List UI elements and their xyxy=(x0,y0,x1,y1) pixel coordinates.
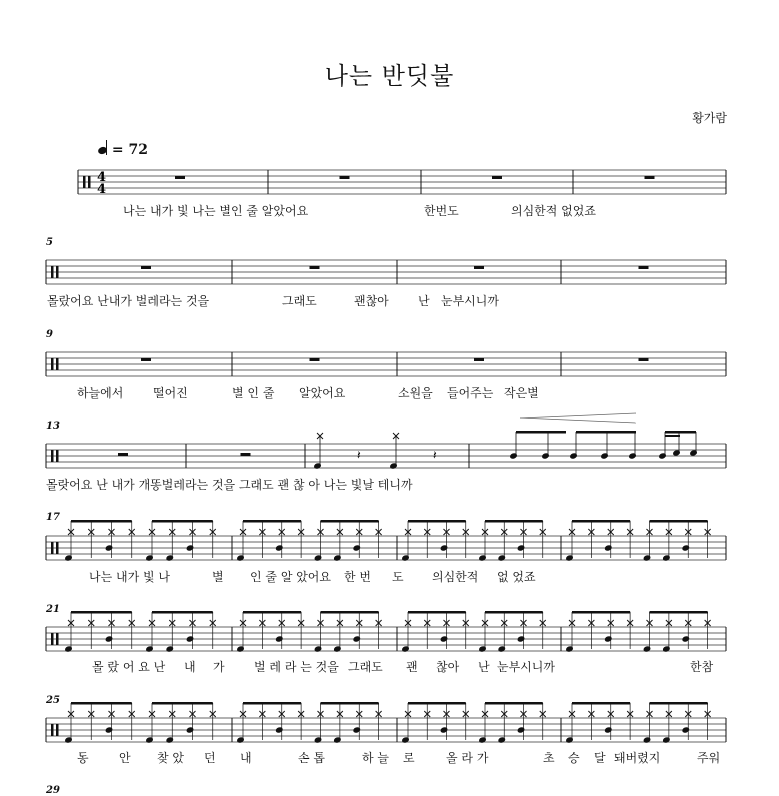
lyric-line: 몰랐어요 난내가 벌레라는 것을 xyxy=(47,294,210,308)
lyric-line: 알았어요 xyxy=(299,386,346,400)
whole-rest xyxy=(310,358,320,361)
bass-drum-note xyxy=(389,462,398,469)
percussion-clef xyxy=(56,542,59,554)
whole-rest xyxy=(645,176,655,179)
snare-note xyxy=(186,726,195,733)
snare-note xyxy=(681,544,690,551)
snare-note xyxy=(352,726,361,733)
snare-note xyxy=(628,452,637,459)
bass-drum-note xyxy=(314,554,323,561)
composer-name: 황가람 xyxy=(692,111,727,125)
note-beam xyxy=(408,702,466,705)
bass-drum-note xyxy=(314,736,323,743)
note-beam xyxy=(650,702,708,705)
note-beam xyxy=(243,611,301,614)
bass-drum-note xyxy=(401,554,410,561)
snare-note xyxy=(604,544,613,551)
bass-drum-note xyxy=(401,645,410,652)
note-beam xyxy=(243,702,301,705)
lyric-line: 찾 았 xyxy=(157,751,184,765)
note-beam xyxy=(485,702,543,705)
snare-note xyxy=(517,544,526,551)
lyric-line: 하 늘 xyxy=(362,751,389,765)
lyric-line: 소원을 xyxy=(398,386,433,400)
snare-note xyxy=(275,726,284,733)
lyric-line: 괜 xyxy=(406,660,418,674)
note-beam xyxy=(408,611,466,614)
lyric-line: 나는 내가 빛 나 xyxy=(89,570,170,584)
lyric-line: 몰 랐 어 요 난 xyxy=(92,660,166,674)
percussion-clef xyxy=(56,724,59,736)
snare-note xyxy=(440,544,449,551)
note-beam xyxy=(321,520,379,523)
lyric-line: 떨어진 xyxy=(153,386,188,400)
lyric-line: 달 xyxy=(594,751,606,765)
note-beam xyxy=(650,520,708,523)
half-rest xyxy=(118,453,128,456)
note-beam xyxy=(152,702,213,705)
quarter-rest: 𝄽 xyxy=(357,448,361,462)
bass-drum-note xyxy=(165,736,174,743)
bass-drum-note xyxy=(643,736,652,743)
time-signature-bottom: 4 xyxy=(97,182,107,197)
bass-drum-note xyxy=(64,736,73,743)
bass-drum-note xyxy=(165,554,174,561)
measure-number: 17 xyxy=(46,512,60,523)
bass-drum-note xyxy=(478,554,487,561)
bass-drum-note xyxy=(314,645,323,652)
bass-drum-note xyxy=(333,736,342,743)
lyric-line: 괜찮아 xyxy=(354,294,389,308)
lyric-line: 안 xyxy=(119,751,131,765)
bass-drum-note xyxy=(478,645,487,652)
lyric-line: 손 톱 xyxy=(298,751,325,765)
crescendo-hairpin xyxy=(520,418,636,423)
snare-note xyxy=(186,544,195,551)
lyric-line: 없 었죠 xyxy=(497,570,536,584)
lyric-line: 작은별 xyxy=(504,386,539,400)
snare-note xyxy=(569,452,578,459)
note-beam xyxy=(71,520,132,523)
lyric-line: 몰랏어요 난 내가 개똥벌레라는 것을 그래도 괜 찮 아 나는 빛날 테니까 xyxy=(46,478,413,492)
bass-drum-note xyxy=(662,736,671,743)
bass-drum-note xyxy=(64,554,73,561)
note-beam xyxy=(572,702,630,705)
lyric-line: 던 xyxy=(204,751,216,765)
percussion-clef xyxy=(56,266,59,278)
bass-drum-note xyxy=(662,554,671,561)
note-beam xyxy=(650,611,708,614)
snare-note xyxy=(672,449,681,456)
note-beam xyxy=(321,702,379,705)
note-beam xyxy=(572,520,630,523)
snare-note xyxy=(517,726,526,733)
lyric-line: 의심한적 없었죠 xyxy=(511,204,596,218)
snare-note xyxy=(352,635,361,642)
note-beam xyxy=(71,702,132,705)
lyric-line: 그래도 xyxy=(282,294,317,308)
snare-note xyxy=(105,635,114,642)
bass-drum-note xyxy=(565,736,574,743)
percussion-clef xyxy=(51,358,54,370)
measure-number: 25 xyxy=(46,695,60,706)
lyric-line: 내 xyxy=(240,751,252,765)
lyric-line: 의심한적 xyxy=(432,570,479,584)
snare-note xyxy=(600,452,609,459)
whole-rest xyxy=(141,266,151,269)
lyric-line: 벌 레 라 는 것을 xyxy=(254,660,339,674)
bass-drum-note xyxy=(643,645,652,652)
crescendo-hairpin xyxy=(520,413,636,418)
note-beam xyxy=(152,520,213,523)
tempo-value: = 72 xyxy=(111,142,148,158)
snare-note xyxy=(186,635,195,642)
lyric-line: 별 xyxy=(212,570,224,584)
bass-drum-note xyxy=(497,645,506,652)
lyric-line: 눈부시니까 xyxy=(497,660,555,674)
snare-note xyxy=(105,726,114,733)
snare-note xyxy=(440,635,449,642)
bass-drum-note xyxy=(236,736,245,743)
lyric-line: 인 줄 알 았어요 xyxy=(250,570,331,584)
percussion-clef xyxy=(56,358,59,370)
whole-rest xyxy=(340,176,350,179)
bass-drum-note xyxy=(662,645,671,652)
snare-note xyxy=(352,544,361,551)
bass-drum-note xyxy=(333,645,342,652)
snare-note xyxy=(275,544,284,551)
lyric-line: 하늘에서 xyxy=(77,386,124,400)
snare-note xyxy=(440,726,449,733)
whole-rest xyxy=(474,358,484,361)
lyric-line: 승 xyxy=(568,751,580,765)
bass-drum-note xyxy=(565,554,574,561)
whole-rest xyxy=(474,266,484,269)
note-beam xyxy=(321,611,379,614)
lyric-line: 올 라 가 xyxy=(446,751,489,765)
lyric-line: 눈부시니까 xyxy=(441,294,499,308)
note-beam xyxy=(576,431,636,434)
snare-note xyxy=(275,635,284,642)
bass-drum-note xyxy=(165,645,174,652)
snare-note xyxy=(604,635,613,642)
lyric-line: 그래도 xyxy=(348,660,383,674)
note-beam xyxy=(665,431,696,434)
snare-note xyxy=(509,452,518,459)
lyric-line: 도 xyxy=(392,570,404,584)
note-beam xyxy=(665,435,680,437)
percussion-clef xyxy=(51,266,54,278)
lyric-line: 한번도 xyxy=(424,204,459,218)
lyric-line: 난 xyxy=(418,294,430,308)
note-beam xyxy=(572,611,630,614)
percussion-clef xyxy=(56,450,59,462)
snare-note xyxy=(604,726,613,733)
percussion-clef xyxy=(88,176,91,188)
lyric-line: 동 xyxy=(77,751,89,765)
measure-number: 21 xyxy=(46,604,60,615)
bass-drum-note xyxy=(236,645,245,652)
lyric-line: 주워 xyxy=(697,751,721,765)
snare-note xyxy=(658,452,667,459)
bass-drum-note xyxy=(497,736,506,743)
bass-drum-note xyxy=(478,736,487,743)
note-beam xyxy=(516,431,566,434)
whole-rest xyxy=(141,358,151,361)
bass-drum-note xyxy=(236,554,245,561)
bass-drum-note xyxy=(145,645,154,652)
bass-drum-note xyxy=(643,554,652,561)
snare-note xyxy=(541,452,550,459)
whole-rest xyxy=(310,266,320,269)
song-title: 나는 반딧불 xyxy=(324,62,455,90)
bass-drum-note xyxy=(64,645,73,652)
percussion-clef xyxy=(51,633,54,645)
bass-drum-note xyxy=(565,645,574,652)
bass-drum-note xyxy=(145,554,154,561)
quarter-rest: 𝄽 xyxy=(433,448,437,462)
lyric-line: 가 xyxy=(213,660,225,674)
bass-drum-note xyxy=(313,462,322,469)
note-beam xyxy=(71,611,132,614)
snare-note xyxy=(689,449,698,456)
lyric-line: 내 xyxy=(184,660,196,674)
half-rest xyxy=(241,453,251,456)
whole-rest xyxy=(175,176,185,179)
lyric-line: 한 번 xyxy=(344,570,371,584)
percussion-clef xyxy=(51,542,54,554)
percussion-clef xyxy=(83,176,86,188)
lyric-line: 한참 xyxy=(690,660,714,674)
lyric-line: 돼버렸지 xyxy=(614,751,661,765)
bass-drum-note xyxy=(333,554,342,561)
measure-number: 13 xyxy=(46,421,60,432)
bass-drum-note xyxy=(145,736,154,743)
snare-note xyxy=(105,544,114,551)
measure-number: 29 xyxy=(46,785,60,796)
lyric-line: 들어주는 xyxy=(447,386,494,400)
whole-rest xyxy=(639,266,649,269)
lyric-line: 별 인 줄 xyxy=(232,386,275,400)
whole-rest xyxy=(639,358,649,361)
percussion-clef xyxy=(56,633,59,645)
snare-note xyxy=(681,726,690,733)
bass-drum-note xyxy=(401,736,410,743)
note-beam xyxy=(152,611,213,614)
note-beam xyxy=(485,520,543,523)
whole-rest xyxy=(492,176,502,179)
bass-drum-note xyxy=(497,554,506,561)
percussion-clef xyxy=(51,724,54,736)
note-beam xyxy=(408,520,466,523)
lyric-line: 로 xyxy=(403,751,415,765)
note-beam xyxy=(243,520,301,523)
lyric-line: 나는 내가 빛 나는 별인 줄 알았어요 xyxy=(123,204,309,218)
lyric-line: 난 xyxy=(478,660,490,674)
measure-number: 9 xyxy=(46,329,53,340)
lyric-line: 초 xyxy=(543,751,555,765)
lyric-line: 찮아 xyxy=(436,660,460,674)
snare-note xyxy=(517,635,526,642)
time-signature-top: 4 xyxy=(97,170,107,185)
note-beam xyxy=(485,611,543,614)
snare-note xyxy=(681,635,690,642)
measure-number: 5 xyxy=(46,237,53,248)
percussion-clef xyxy=(51,450,54,462)
